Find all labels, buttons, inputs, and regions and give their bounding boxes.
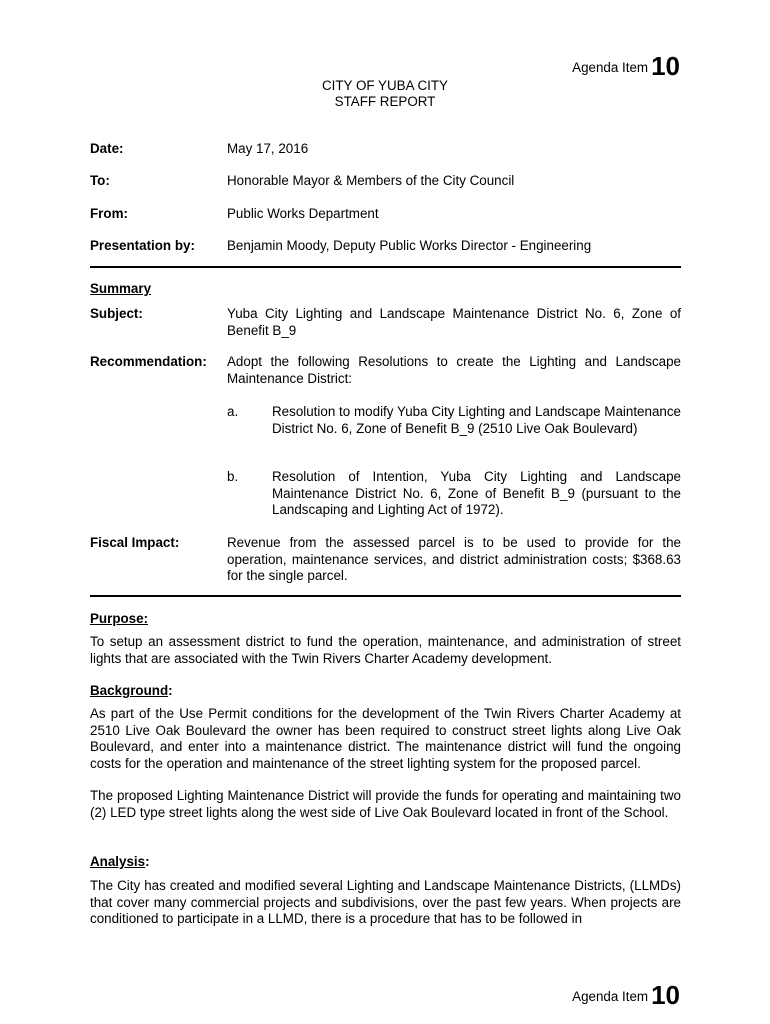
presentation-value: Benjamin Moody, Deputy Public Works Director - Engineering: [227, 238, 592, 253]
background-heading: [90, 683, 173, 698]
recommendation-text: Adopt the following Resolutions to create the Lighting and Landscape Maintenance District:: [227, 354, 681, 386]
summary-heading: Summary: [90, 281, 152, 296]
report-title: STAFF REPORT: [334, 94, 436, 109]
analysis-heading-text: Analysis: [90, 854, 146, 869]
list-item-b: Resolution of Intention, Yuba City Lighting and Landscape Maintenance District No. 6, Zone of Benefit B_9 (pursuant to the Landscaping and Lighting Act of 1972).: [272, 469, 681, 517]
background-heading-text: Background: [90, 683, 169, 698]
city-title: CITY OF YUBA CITY: [321, 78, 448, 93]
analysis-text: The City has created and modified several Lighting and Landscape Maintenance Districts, (LLMDs) that cover many commercial projects and subdivisions, over the past few years. When projects are conditioned to participate in a LLMD, there is a procedure that has to be followed in: [90, 878, 681, 926]
list-marker-b: b.: [227, 469, 239, 484]
background-paragraph-1: As part of the Use Permit conditions for the development of the Twin Rivers Charter Academy at 2510 Live Oak Boulevard the owner has been required to construct street lights along Live Oak Boulevard, and enter into a maintenance district. The maintenance district will fund the ongoing costs for the operation and maintenance of the street lighting system for the proposed parcel.: [90, 706, 681, 771]
to-label: To:: [90, 173, 110, 188]
agenda-item-label: Agenda Item: [572, 60, 649, 75]
agenda-item-number: 10: [651, 51, 680, 81]
analysis-heading-colon: :: [145, 854, 150, 869]
list-item-a: Resolution to modify Yuba City Lighting and Landscape Maintenance District No. 6, Zone of Benefit B_9 (2510 Live Oak Boulevard): [272, 404, 681, 436]
subject-text: Yuba City Lighting and Landscape Maintenance District No. 6, Zone of Benefit B_9: [227, 306, 681, 338]
divider: [90, 266, 681, 268]
background-heading-colon: :: [168, 683, 173, 698]
agenda-item-number: 10: [651, 980, 680, 1010]
from-value: Public Works Department: [227, 206, 379, 221]
agenda-item-bottom: [572, 977, 680, 1008]
presentation-label: Presentation by:: [90, 238, 195, 253]
agenda-item-label: Agenda Item: [572, 989, 649, 1004]
date-value: May 17, 2016: [227, 141, 309, 156]
subject-label: Subject:: [90, 306, 143, 321]
recommendation-label: Recommendation:: [90, 354, 207, 369]
list-marker-a: a.: [227, 404, 239, 419]
analysis-heading: [90, 854, 150, 869]
fiscal-impact-text: Revenue from the assessed parcel is to be used to provide for the operation, maintenance services, and district administration costs; $368.63 for the single parcel.: [227, 535, 681, 583]
divider: [90, 595, 681, 597]
purpose-text: To setup an assessment district to fund the operation, maintenance, and administration of street lights that are associated with the Twin Rivers Charter Academy development.: [90, 634, 681, 666]
agenda-item-top: [572, 48, 680, 79]
background-paragraph-2: The proposed Lighting Maintenance District will provide the funds for operating and maintaining two (2) LED type street lights along the west side of Live Oak Boulevard located in front of the School.: [90, 788, 681, 820]
from-label: From:: [90, 206, 128, 221]
to-value: Honorable Mayor & Members of the City Council: [227, 173, 515, 188]
fiscal-impact-label: Fiscal Impact:: [90, 535, 180, 550]
date-label: Date:: [90, 141, 124, 156]
purpose-heading: Purpose:: [90, 611, 149, 626]
